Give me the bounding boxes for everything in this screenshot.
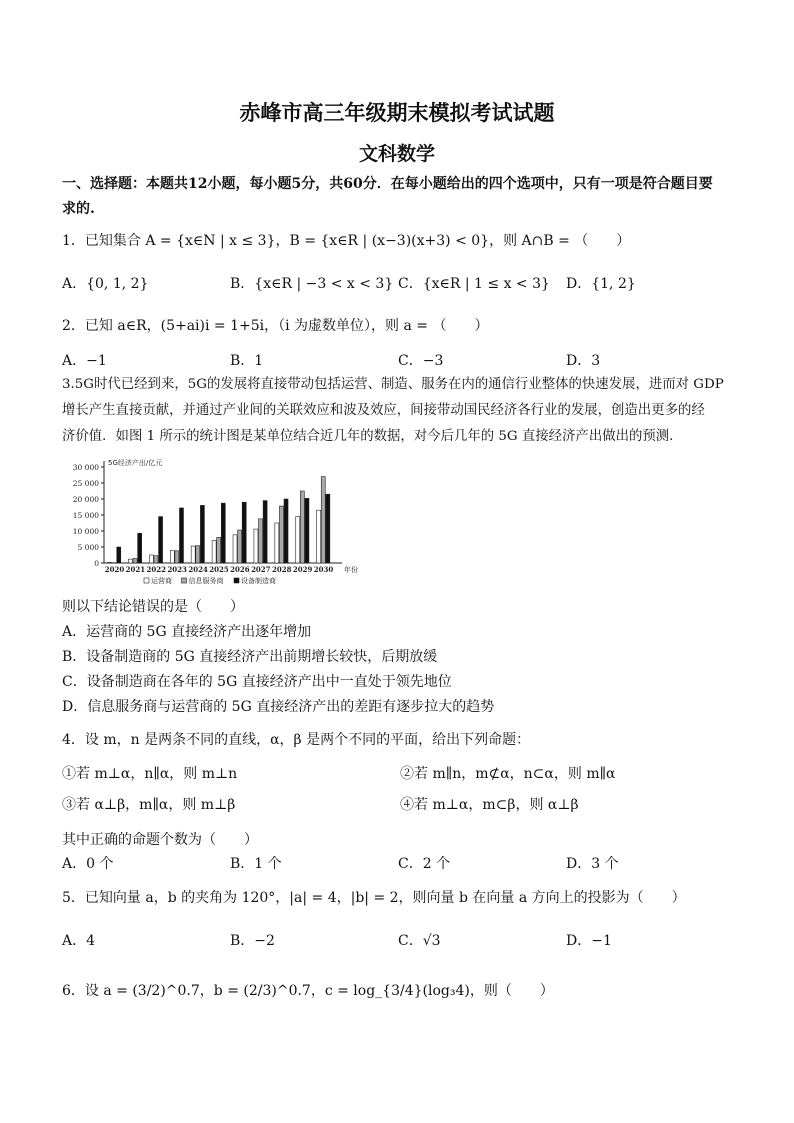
bar	[259, 519, 263, 563]
bar	[175, 551, 179, 563]
bar	[305, 498, 309, 563]
x-tick-label: 2026	[230, 565, 250, 574]
y-axis-label: 5G经济产出/亿元	[108, 459, 163, 467]
q4-option-c: C．2 个	[398, 856, 451, 872]
legend-swatch	[144, 578, 149, 583]
bar	[170, 551, 174, 563]
x-tick-label: 2028	[271, 565, 292, 574]
bar	[300, 491, 304, 563]
bar	[200, 505, 204, 563]
bar	[263, 501, 267, 563]
q3-question: 则以下结论错误的是（ ）	[62, 599, 244, 615]
bar	[284, 499, 288, 563]
q4-stem: 4．设 m，n 是两条不同的直线，α，β 是两个不同的平面，给出下列命题：	[62, 732, 531, 748]
bar	[133, 559, 137, 563]
bar	[217, 537, 221, 563]
chart-bars	[108, 477, 330, 564]
q2-option-b: B．1	[230, 353, 264, 369]
y-tick-label: 30 000	[72, 463, 99, 472]
bar	[191, 546, 195, 563]
q3-option-b: B．设备制造商的 5G 直接经济产出前期增长较快，后期放缓	[62, 649, 438, 665]
x-tick-label: 2027	[251, 565, 271, 574]
q4-prop-2: ②若 m∥n，m⊄α，n⊂α，则 m∥α	[400, 766, 616, 782]
q3-option-c: C．设备制造商在各年的 5G 直接经济产出中一直处于领先地位	[62, 674, 452, 690]
legend-swatch	[182, 578, 187, 583]
q1-option-c: C．{x∈R | 1 ≤ x < 3}	[398, 276, 550, 292]
q3-stem	[62, 372, 740, 450]
paper-subject: 文科数学	[358, 143, 435, 165]
q2-stem: 2．已知 a∈R，(5+ai)i = 1+5i，（i 为虚数单位），则 a = （ ）	[62, 318, 489, 334]
q2-option-a: A．−1	[62, 353, 107, 369]
q2-option-d: D．3	[566, 353, 601, 369]
x-tick-label: 2030	[313, 565, 334, 574]
bar	[275, 523, 279, 563]
bar	[254, 529, 258, 563]
bar	[279, 506, 283, 563]
y-tick-label: 20 000	[72, 495, 99, 504]
bar	[154, 556, 158, 563]
x-axis-label: 年份	[344, 566, 358, 574]
bar	[326, 494, 330, 563]
q4-prop-4: ④若 m⊥α，m⊂β，则 α⊥β	[400, 797, 579, 813]
q5-option-a: A．4	[62, 933, 96, 949]
bar	[321, 477, 325, 563]
bar	[238, 530, 242, 563]
bar	[221, 503, 225, 563]
q6-stem: 6．设 a = (3/2)^0.7，b = (2/3)^0.7，c = log_{3/4}(log₃4)，则（ ）	[62, 983, 554, 999]
y-tick-label: 25 000	[72, 479, 99, 488]
q5-option-c: C．√3	[398, 933, 441, 949]
section-heading-line2: 求的.	[62, 201, 95, 217]
x-tick-label: 2021	[125, 565, 146, 574]
q5-option-b: B．−2	[230, 933, 275, 949]
x-tick-label: 2023	[167, 565, 187, 574]
q2-option-c: C．−3	[398, 353, 444, 369]
q3-option-a: A．运营商的 5G 直接经济产出逐年增加	[62, 624, 312, 640]
bar	[296, 517, 300, 563]
y-tick-label: 15 000	[72, 511, 99, 520]
x-tick-label: 2020	[104, 565, 125, 574]
q3-option-d: D．信息服务商与运营商的 5G 直接经济产出的差距有逐步拉大的趋势	[62, 699, 495, 715]
y-tick-label: 5 000	[77, 543, 99, 552]
legend-swatch	[234, 578, 239, 583]
q3-stem-line2: 增长产生直接贡献，并通过产业间的关联效应和波及效应，间接带动国民经济各行业的发展，创造出更多的经	[62, 403, 705, 418]
x-tick-label: 2029	[292, 565, 313, 574]
paper-title: 赤峰市高三年级期末模拟考试试题	[239, 100, 555, 125]
q4-prop-3: ③若 α⊥β，m∥α，则 m⊥β	[62, 797, 236, 813]
y-tick-label: 0	[94, 559, 99, 568]
q1-stem: 1．已知集合 A = {x∈N | x ≤ 3}，B = {x∈R | (x−3)(x+3) < 0}，则 A∩B = （ ）	[62, 233, 631, 249]
bar	[117, 547, 121, 563]
bar	[149, 555, 153, 563]
q4-option-b: B．1 个	[230, 856, 282, 872]
x-tick-label: 2024	[188, 565, 208, 574]
x-tick-label: 2022	[146, 565, 167, 574]
legend-label: 信息服务商	[188, 577, 224, 585]
bar	[179, 508, 183, 563]
legend-label: 运营商	[151, 577, 172, 585]
q1-option-a: A．{0, 1, 2}	[62, 276, 149, 292]
bar	[242, 502, 246, 563]
q4-prop-1: ①若 m⊥α，n∥α，则 m⊥n	[62, 766, 238, 782]
bar	[138, 533, 142, 563]
q1-option-d: D．{1, 2}	[566, 276, 636, 292]
bar	[108, 562, 112, 563]
bar	[128, 559, 132, 563]
bar-chart	[62, 452, 372, 588]
chart-legend	[144, 576, 276, 585]
y-tick-label: 10 000	[72, 527, 99, 536]
bar	[196, 546, 200, 563]
bar	[159, 517, 163, 563]
bar	[112, 563, 116, 564]
bar	[212, 541, 216, 563]
q5-option-d: D．−1	[566, 933, 612, 949]
q3-stem-line1: 3.5G时代已经到来，5G的发展将直接带动包括运营、制造、服务在内的通信行业整体的快速发展，进而对 GDP	[62, 377, 724, 392]
section-heading-line1: 一、选择题：本题共12小题，每小题5分，共60分．在每小题给出的四个选项中，只有一项是符合题目要	[62, 176, 713, 192]
bar	[317, 510, 321, 563]
q4-question: 其中正确的命题个数为（ ）	[62, 832, 258, 848]
q3-stem-line3: 济价值．如图 1 所示的统计图是某单位结合近几年的数据，对今后几年的 5G 直接经济产出做出的预测.	[62, 429, 674, 444]
q5-stem: 5．已知向量 a，b 的夹角为 120°，|a| = 4，|b| = 2，则向量 b 在向量 a 方向上的投影为（ ）	[62, 890, 686, 906]
x-tick-label: 2025	[209, 565, 229, 574]
section-heading	[62, 172, 742, 222]
q1-option-b: B．{x∈R | −3 < x < 3}	[230, 276, 394, 292]
bar	[233, 535, 237, 563]
q4-option-a: A．0 个	[62, 856, 114, 872]
legend-label: 设备制造商	[241, 577, 276, 585]
q4-option-d: D．3 个	[566, 856, 619, 872]
